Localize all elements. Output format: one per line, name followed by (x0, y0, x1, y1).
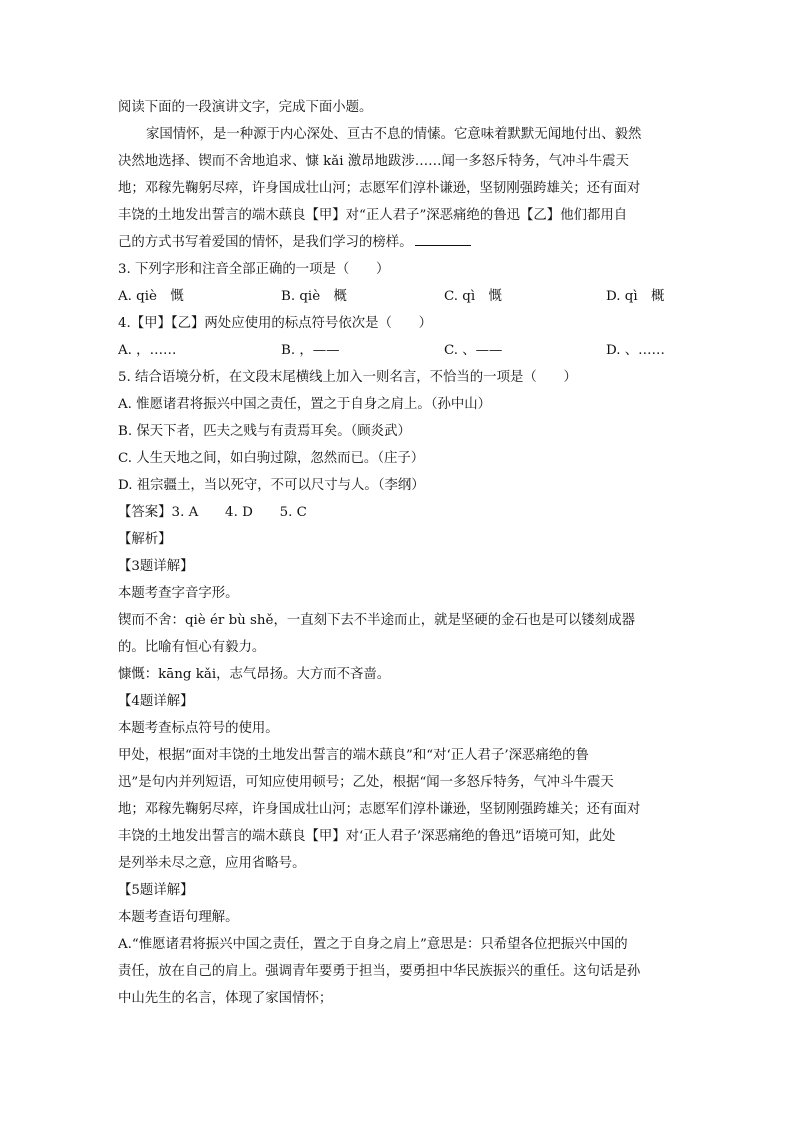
option-a: A. 惟愿诸君将振兴中国之责任，置之于自身之肩上。（孙中山） (118, 397, 492, 412)
passage-line: 家国情怀，是一种源于内心深处、亘古不息的情愫。它意味着默默无闻地付出、毅然 (146, 127, 642, 142)
question-3-stem: 3. 下列字形和注音全部正确的一项是（ ） (118, 262, 390, 277)
answer-blank (415, 229, 471, 246)
question-4-stem: 4.【甲】【乙】两处应使用的标点符号依次是（ ） (118, 316, 433, 331)
question-5-stem: 5. 结合语境分析，在文段末尾横线上加入一则名言，不恰当的一项是（ ） (118, 370, 577, 385)
detail-line: 中山先生的名言，体现了家国情怀； (118, 991, 333, 1006)
detail-line: 地；邓稼先鞠躬尽瘁，许身国成壮山河；志愿军们淳朴谦逊，坚韧刚强跨雄关；还有面对 (118, 802, 641, 817)
detail-3-heading: 【3题详解】 (118, 559, 194, 574)
speech-passage (118, 121, 676, 256)
question-3-options (118, 283, 676, 310)
option-b: B. qiè 概 (281, 289, 347, 304)
reading-instruction: 阅读下面的一段演讲文字，完成下面小题。 (118, 100, 373, 115)
option-d: D. 、…… (606, 343, 665, 358)
detail-line: 本题考查语句理解。 (118, 910, 239, 925)
detail-line: 丰饶的土地发出誓言的端木蕻良【甲】对‘正人君子’深恶痛绝的鲁迅”语境可知，此处 (118, 829, 616, 844)
detail-line: 本题考查标点符号的使用。 (118, 721, 279, 736)
analysis-heading: 【解析】 (118, 532, 172, 547)
option-d: D. 祖宗疆土，当以死守，不可以尺寸与人。（李纲） (118, 478, 425, 493)
option-a: A. ，…… (118, 343, 177, 358)
question-4-options (118, 337, 676, 364)
detail-line: 责任，放在自己的肩上。强调青年要勇于担当，要勇担中华民族振兴的重任。这句话是孙 (118, 964, 641, 979)
detail-line: A.“惟愿诸君将振兴中国之责任，置之于自身之肩上”意思是：只希望各位把振兴中国的 (118, 937, 628, 952)
option-c: C. qì 慨 (444, 289, 502, 304)
detail-line: 是列举未尽之意，应用省略号。 (118, 856, 306, 871)
detail-line: 迅”是句内并列短语，可知应使用顿号；乙处，根据“闻一多怒斥特务，气冲斗牛震天 (118, 775, 614, 790)
document-content (118, 94, 676, 1012)
passage-line: 丰饶的土地发出誓言的端木蕻良【甲】对“正人君子”深恶痛绝的鲁迅【乙】他们都用自 (118, 208, 628, 223)
option-c: C. 人生天地之间，如白驹过隙，忽然而已。（庄子） (118, 451, 425, 466)
passage-line: 地；邓稼先鞠躬尽瘁，许身国成壮山河；志愿军们淳朴谦逊，坚韧刚强跨雄关；还有面对 (118, 181, 641, 196)
passage-line: 己的方式书写着爱国的情怀，是我们学习的榜样。 (118, 235, 413, 250)
option-b: B. 保天下者，匹夫之贱与有责焉耳矣。（顾炎武） (118, 424, 411, 439)
detail-line: 慷慨：kāng kǎi，志气昂扬。大方而不吝啬。 (118, 667, 391, 682)
option-b: B. ，—— (281, 343, 340, 358)
option-d: D. qì 概 (606, 289, 665, 304)
detail-line: 锲而不舍：qiè ér bù shě，一直刻下去不半途而止，就是坚硬的金石也是可以镂刻成器 (118, 613, 635, 628)
passage-line: 决然地选择、锲而不舍地追求、慷 kǎi 激昂地跋涉……闻一多怒斥特务，气冲斗牛震天 (118, 154, 629, 169)
option-a: A. qiè 慨 (118, 289, 184, 304)
option-c: C. 、—— (444, 343, 503, 358)
detail-line: 甲处，根据“面对丰饶的土地发出誓言的端木蕻良”和“对‘正人君子’深恶痛绝的鲁 (118, 748, 589, 763)
detail-line: 本题考查字音字形。 (118, 586, 239, 601)
detail-5-heading: 【5题详解】 (118, 883, 194, 898)
detail-4-heading: 【4题详解】 (118, 694, 194, 709)
answer-key: 【答案】3. A 4. D 5. C (118, 505, 307, 520)
passage-last-line (118, 229, 676, 256)
detail-line: 的。比喻有恒心有毅力。 (118, 640, 266, 655)
